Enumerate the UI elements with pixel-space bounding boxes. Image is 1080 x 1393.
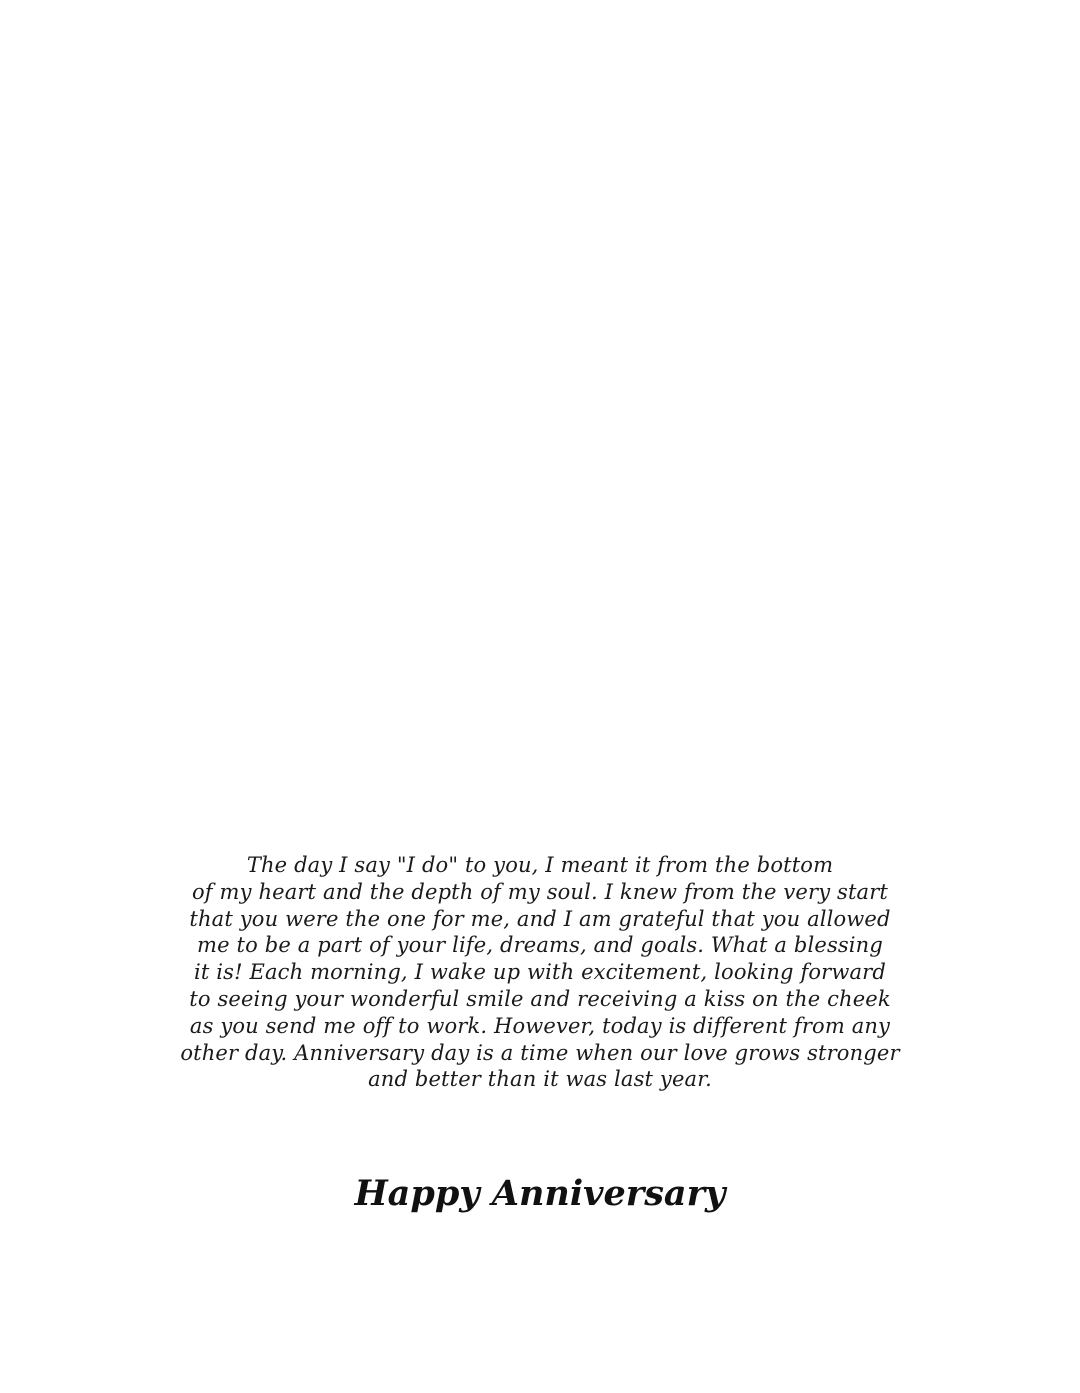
happy-anniversary-heading: Happy Anniversary (354, 1173, 726, 1214)
message-line: it is! Each morning, I wake up with excitement, looking forward (194, 960, 886, 985)
message-line: of my heart and the depth of my soul. I knew from the very start (192, 879, 888, 904)
anniversary-message (0, 852, 1080, 1093)
message-line: to seeing your wonderful smile and receiving a kiss on the cheek (189, 986, 891, 1011)
message-line: The day I say "I do" to you, I meant it from the bottom (246, 853, 834, 877)
message-line: me to be a part of your life, dreams, and goals. What a blessing (197, 933, 883, 958)
message-line: as you send me off to work. However, today is different from any (189, 1013, 891, 1038)
message-line: other day. Anniversary day is a time when our love grows stronger (180, 1040, 900, 1065)
message-line: and better than it was last year. (368, 1067, 712, 1092)
message-line: that you were the one for me, and I am grateful that you allowed (189, 906, 891, 931)
